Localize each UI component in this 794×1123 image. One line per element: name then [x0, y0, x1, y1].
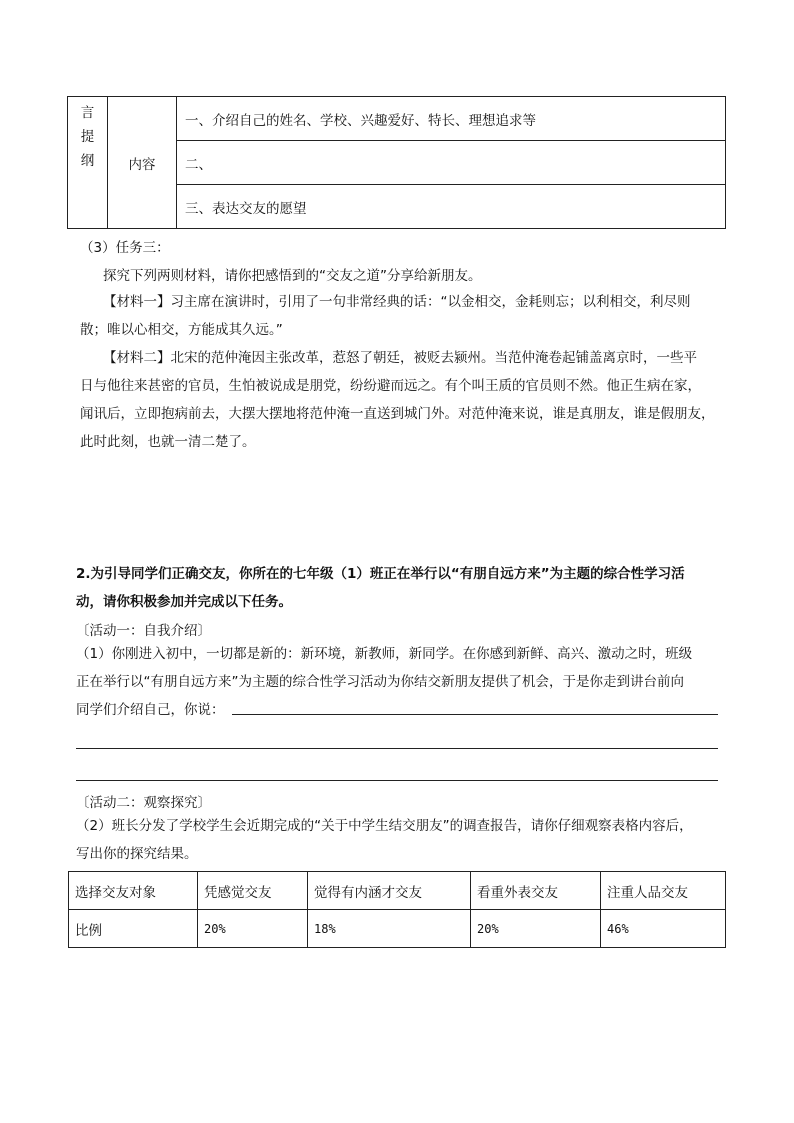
activity-line: 同学们介绍自己，你说： [76, 702, 225, 718]
activity-line: 正在举行以“有朋自远方来”为主题的综合性学习活动为你结交新朋友提供了机会，于是你走到讲台前向 [76, 674, 684, 690]
table-header-cell: 凭感觉交友 [198, 872, 308, 910]
question2-title [76, 560, 746, 616]
table-cell: 46% [601, 910, 726, 948]
material-line: 闻讯后，立即抱病前去，大摆大摆地将范仲淹一直送到城门外。对范仲淹来说，谁是真朋友，谁是假朋友， [80, 406, 715, 422]
table-row [68, 97, 726, 141]
question-line: 2.为引导同学们正确交友，你所在的七年级（1）班正在举行以“有朋自远方来”为主题的综合性学习活 [76, 566, 685, 582]
side-label-char: 言 [80, 105, 95, 121]
table-header-cell: 注重人品交友 [601, 872, 726, 910]
table-cell: 20% [198, 910, 308, 948]
answer-blank-line[interactable] [76, 780, 718, 781]
outline-table [67, 96, 726, 229]
activity1-text [76, 640, 746, 724]
activity2-label: 〔活动二：观察探究〕 [76, 795, 211, 811]
answer-blank-line[interactable] [76, 748, 718, 749]
side-label-char: 提 [80, 129, 95, 145]
outline-side-label [68, 97, 108, 229]
table-header-cell: 选择交友对象 [69, 872, 198, 910]
material-line: 散；唯以心相交，方能成其久远。” [80, 322, 283, 338]
survey-table [68, 871, 726, 948]
activity2-text [76, 812, 746, 868]
table-header-cell: 觉得有内涵才交友 [308, 872, 471, 910]
material-line: 日与他往来甚密的官员，生怕被说成是朋党，纷纷避而远之。有个叫王质的官员则不然。他正生病在家， [80, 378, 701, 394]
outline-row-3: 三、表达交友的愿望 [177, 185, 726, 229]
table-header-row [69, 872, 726, 910]
outline-row-1: 一、介绍自己的姓名、学校、兴趣爱好、特长、理想追求等 [177, 97, 726, 141]
table-row [69, 910, 726, 948]
answer-blank-line[interactable] [232, 714, 718, 715]
table-header-cell: 看重外表交友 [471, 872, 601, 910]
activity-line: （1）你刚进入初中，一切都是新的：新环境，新教师，新同学。在你感到新鲜、高兴、激动之时，班级 [76, 646, 693, 662]
material-line: 【材料一】习主席在演讲时，引用了一句非常经典的话：“以金相交，金耗则忘；以利相交，利尽则 [103, 294, 691, 310]
outline-middle-label: 内容 [108, 97, 177, 229]
table-row-label: 比例 [69, 910, 198, 948]
material-line: 此时此刻，也就一清二楚了。 [80, 434, 256, 450]
outline-row-2[interactable]: 二、 [177, 141, 726, 185]
material-line: 【材料二】北宋的范仲淹因主张改革，惹怒了朝廷，被贬去颍州。当范仲淹卷起铺盖离京时，一些平 [103, 350, 697, 366]
question-line: 动，请你积极参加并完成以下任务。 [76, 594, 292, 610]
table-cell: 20% [471, 910, 601, 948]
side-label-char: 纲 [80, 153, 95, 169]
task3-instruction: 探究下列两则材料，请你把感悟到的“交友之道”分享给新朋友。 [103, 268, 482, 284]
activity-line: 写出你的探究结果。 [76, 846, 198, 862]
material-two [80, 344, 740, 456]
task3-heading: （3）任务三： [80, 240, 170, 256]
activity1-label: 〔活动一：自我介绍〕 [76, 623, 211, 639]
table-cell: 18% [308, 910, 471, 948]
material-one [80, 288, 740, 344]
activity-line: （2）班长分发了学校学生会近期完成的“关于中学生结交朋友”的调查报告，请你仔细观察表格内容后， [76, 818, 693, 834]
